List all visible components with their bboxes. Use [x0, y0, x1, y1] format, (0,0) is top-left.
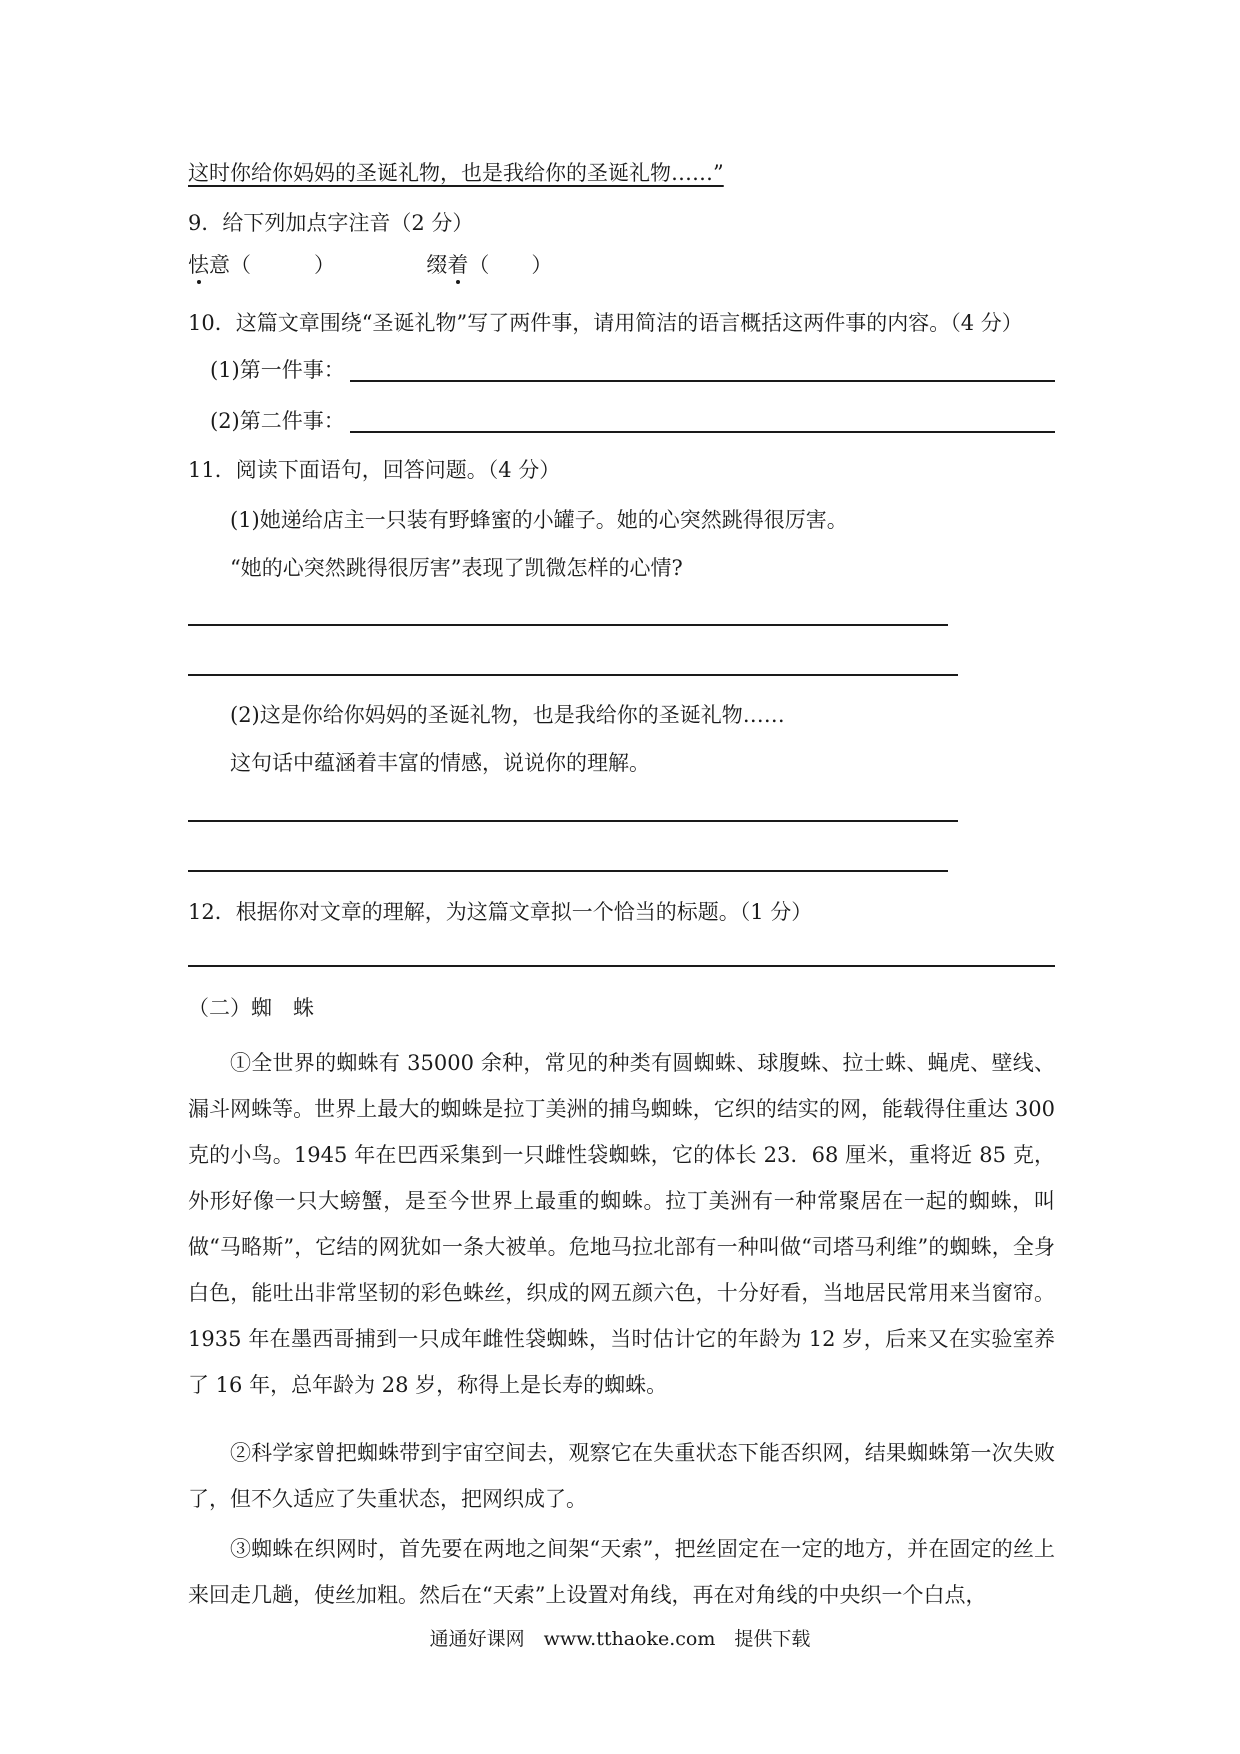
q10-part1-answer-line[interactable] — [350, 380, 1055, 382]
section2-paragraph-3: ③蜘蛛在织网时，首先要在两地之间架“天索”，把丝固定在一定的地方，并在固定的丝上来回走几趟，使丝加粗。然后在“天索”上设置对角线，再在对角线的中央织一个白点， — [188, 1537, 1055, 1607]
q10-title: 10．这篇文章围绕“圣诞礼物”写了两件事，请用简洁的语言概括这两件事的内容。（4 分） — [188, 311, 1023, 335]
q12-answer-line[interactable] — [188, 965, 1055, 967]
q11-question2: 这句话中蕴涵着丰富的情感，说说你的理解。 — [230, 751, 650, 775]
q10-part2-label: (2)第二件事： — [210, 409, 345, 433]
page-footer: 通通好课网 www.tthaoke.com 提供下载 — [429, 1628, 811, 1650]
q11-answer2-line1[interactable] — [188, 820, 958, 822]
q11-question1: “她的心突然跳得很厉害”表现了凯微怎样的心情? — [230, 556, 683, 580]
q9-item1-dotted-char: 怯 — [188, 253, 209, 277]
q9-items — [188, 250, 552, 280]
section2-paragraph-1: ①全世界的蜘蛛有 35000 余种，常见的种类有圆蜘蛛、球腹蛛、拉士蛛、蝇虎、壁线、漏斗网蛛等。世界上最大的蜘蛛是拉丁美洲的捕鸟蜘蛛，它织的结实的网，能载得住重达 300 克的小鸟。1945 年在巴西采集到一只雌性袋蜘蛛，它的体长 23．68 厘米，重将近 85 克，外形好像一只大螃蟹，是至今世界上最重的蜘蛛。拉丁美洲有一种常聚居在一起的蜘蛛，叫做“马略斯”，它结的网犹如一条大被单。危地马拉北部有一种叫做“司塔马利维”的蜘蛛，全身白色，能吐出非常坚韧的彩色蛛丝，织成的网五颜六色，十分好看，当地居民常用来当窗帘。1935 年在墨西哥捕到一只成年雌性袋蜘蛛，当时估计它的年龄为 12 岁，后来又在实验室养了 16 年，总年龄为 28 岁，称得上是长寿的蜘蛛。 — [188, 1051, 1055, 1397]
q9-item1-rest: 意（ ） — [209, 253, 335, 277]
section2-paragraph-2: ②科学家曾把蜘蛛带到宇宙空间去，观察它在失重状态下能否织网，结果蜘蛛第一次失败了，但不久适应了失重状态，把网织成了。 — [188, 1441, 1055, 1511]
q9-item2-pre: 缀 — [426, 253, 448, 277]
q12-title: 12．根据你对文章的理解，为这篇文章拟一个恰当的标题。（1 分） — [188, 900, 813, 924]
q11-sentence1: (1)她递给店主一只装有野蜂蜜的小罐子。她的心突然跳得很厉害。 — [230, 508, 848, 532]
q10-part2-answer-line[interactable] — [350, 431, 1055, 433]
top-quote-line: 这时你给你妈妈的圣诞礼物，也是我给你的圣诞礼物……” — [188, 161, 724, 185]
q11-title: 11．阅读下面语句，回答问题。（4 分） — [188, 458, 561, 482]
q11-answer1-line1[interactable] — [188, 624, 948, 626]
q11-answer1-line2[interactable] — [188, 674, 958, 676]
q9-item2-paren: （ ） — [468, 253, 553, 277]
q10-part1-label: (1)第一件事： — [210, 358, 345, 382]
q11-answer2-line2[interactable] — [188, 870, 948, 872]
q9-item2-dotted-char: 着 — [447, 253, 469, 277]
q9-title: 9．给下列加点字注音（2 分） — [188, 211, 474, 235]
q11-sentence2: (2)这是你给你妈妈的圣诞礼物，也是我给你的圣诞礼物…… — [230, 703, 785, 727]
section2-heading: （二）蜘 蛛 — [188, 996, 314, 1020]
